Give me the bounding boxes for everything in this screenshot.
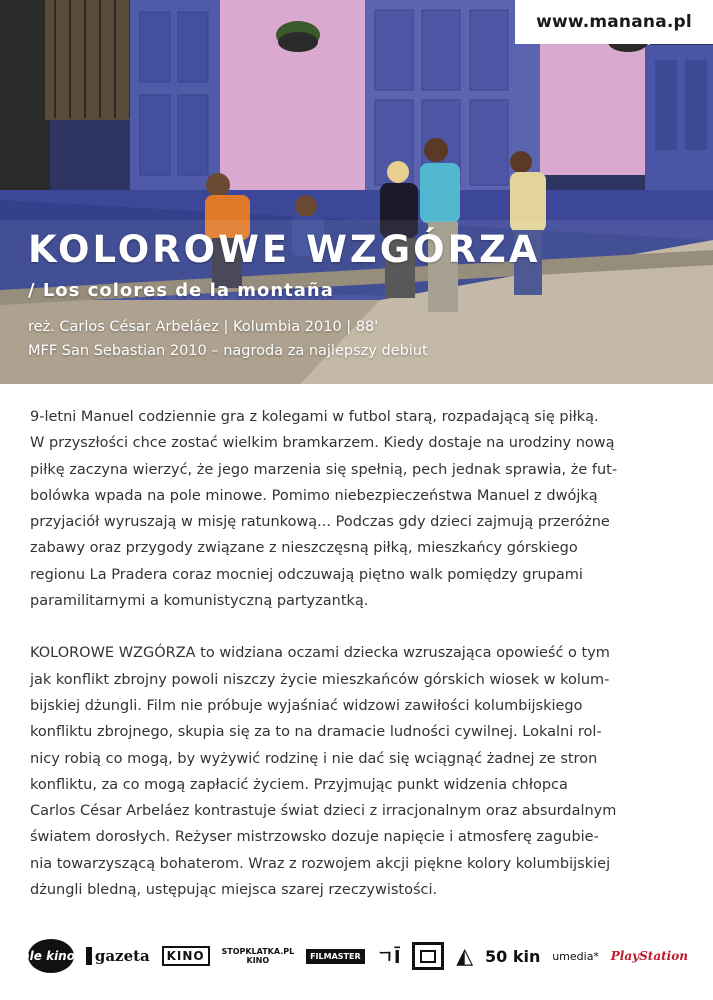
ale-kino-logo: ale kino!	[28, 939, 74, 973]
text-line: KOLOROWE WZGÓRZA to widziana oczami dziecka wzruszająca opowieść o tym	[30, 645, 610, 662]
text-line: paramilitarnymi a komunistyczną partyzantką.	[30, 593, 369, 610]
frame-logo-inner	[420, 950, 436, 963]
text-line: konfliktu, za co mogą zapłacić życiem. Przyjmując punkt widzenia chłopca	[30, 776, 568, 793]
fifty-cinemas-logo: 50 kin	[485, 946, 541, 966]
stopklatka-logo-text: STOPKLATKA.PL	[221, 947, 295, 956]
text-line: przyjaciół wyruszają w misję ratunkową... Podczas gdy dzieci zajmują przeróżne	[30, 514, 610, 531]
text-line: 9-letni Manuel codziennie gra z kolegami w futbol starą, rozpadającą się piłką.	[30, 409, 599, 425]
text-line: Carlos César Arbeláez kontrastuje świat dzieci z irracjonalnym oraz absurdalnym	[30, 803, 617, 820]
text-line: regionu La Pradera coraz mocniej odczuwają piętno walk pomiędzy grupami	[30, 566, 583, 583]
text-line: konfliktu zbrojnego, skupia się za to na dramacie ludności cywilnej. Lokalni rol-	[30, 724, 602, 741]
filmaster-logo: FILMASTER	[306, 949, 365, 964]
text-line: światem dorosłych. Reżyser mistrzowsko dozuje napięcie i atmosferę zagubie-	[30, 829, 599, 846]
text-line: dżungli bledną, ustępując miejsca szarej rzeczywistości.	[30, 882, 438, 899]
kino-logo: KINO	[162, 946, 210, 966]
stopklatka-logo-sub: KINO	[246, 956, 270, 965]
stopklatka-logo	[221, 947, 294, 965]
text-line: bijskiej dżungli. Film nie próbuje wyjaśniać widzowi zawiłości kolumbijskiego	[30, 697, 583, 714]
festival-award: MFF San Sebastian 2010 – nagroda za najlepszy debiut	[28, 343, 428, 359]
site-url[interactable]: www.manana.pl	[515, 0, 713, 44]
text-line: zabawy oraz przygody związane z nieszczęsną piłką, mieszkańcy górskiego	[30, 540, 578, 557]
text-line: W przyszłości chce zostać wielkim bramkarzem. Kiedy dostaje na urodziny nową	[30, 435, 615, 452]
text-line: nia towarzyszącą bohaterom. Wraz z rozwojem akcji piękne kolory kolumbijskiej	[30, 855, 611, 872]
film-title: KOLOROWE WZGÓRZA	[28, 228, 541, 271]
film-credits	[28, 315, 428, 363]
umedia-logo: umedia*	[552, 949, 599, 963]
sponsor-logos	[21, 932, 688, 980]
description-paragraph-2	[30, 640, 690, 903]
film-original-title: / Los colores de la montaña	[28, 280, 334, 301]
text-line: jak konflikt zbrojny powoli niszczy życie mieszkańców górskich wiosek w kolum-	[30, 671, 610, 688]
text-line: bolówka wpada na pole minowe. Pomimo niebezpieczeństwa Manuel z dwójką	[30, 487, 598, 504]
text-line: nicy robią co mogą, by wyżywić rodzinę i nie dać się wciągnąć żadnej ze stron	[30, 750, 598, 767]
text-line: piłkę zaczyna wierzyć, że jego marzenia się spełnią, pech jednak sprawia, że fut-	[30, 461, 618, 478]
hero-photo	[0, 0, 713, 384]
triangle-logo: ◭	[456, 943, 474, 969]
playstation-logo: PlayStation	[610, 949, 688, 963]
description-paragraph-1	[30, 404, 690, 614]
gazeta-logo: gazeta	[86, 947, 150, 965]
film-description	[30, 404, 690, 903]
frame-logo	[412, 942, 444, 970]
pisf-logo: ㄱĪ	[376, 947, 401, 968]
director-country-runtime: reż. Carlos César Arbeláez | Kolumbia 2010 | 88'	[28, 319, 379, 335]
